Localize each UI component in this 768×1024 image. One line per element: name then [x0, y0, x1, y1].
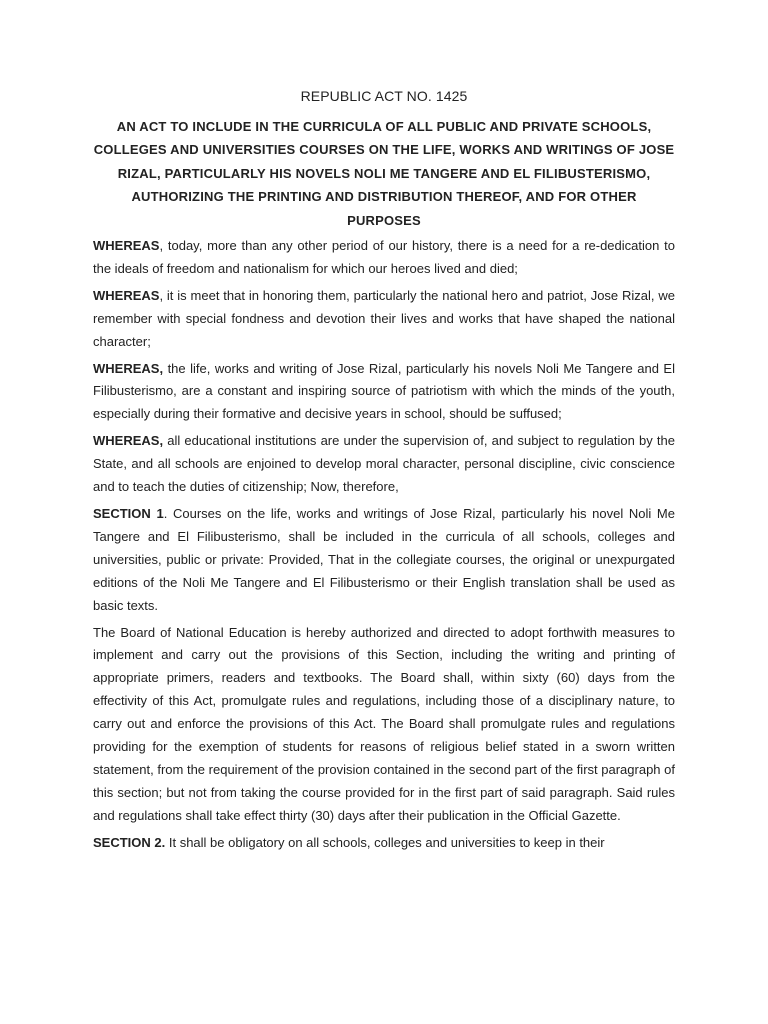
- paragraph-board-of-education: [93, 622, 675, 828]
- paragraph-section-2: [93, 832, 675, 855]
- paragraph-section-1: [93, 503, 675, 618]
- paragraph-whereas-2: [93, 285, 675, 354]
- act-subtitle: AN ACT TO INCLUDE IN THE CURRICULA OF ALL PUBLIC AND PRIVATE SCHOOLS, COLLEGES AND UNIVERSITIES COURSES ON THE LIFE, WORKS AND WRITINGS OF JOSE RIZAL, PARTICULARLY HIS NOVELS NOLI ME TANGERE AND EL FILIBUSTERISMO, AUTHORIZING THE PRINTING AND DISTRIBUTION THEREOF, AND FOR OTHER PURPOSES: [93, 119, 675, 228]
- paragraph-text: It shall be obligatory on all schools, colleges and universities to keep in their: [165, 834, 605, 850]
- document-page: [93, 83, 675, 859]
- paragraph-text: , today, more than any other period of our history, there is a need for a re-dedication to the ideals of freedom and nationalism for which our heroes lived and died;: [93, 238, 675, 276]
- paragraph-text: the life, works and writing of Jose Rizal, particularly his novels Noli Me Tangere and El Filibusterismo, are a constant and inspiring source of patriotism with which the minds of the youth, especially during their formative and decisive years in school, should be suffused;: [93, 360, 675, 422]
- act-title: REPUBLIC ACT NO. 1425: [300, 88, 468, 104]
- paragraph-lead: WHEREAS,: [93, 360, 164, 376]
- paragraph-text: . Courses on the life, works and writings of Jose Rizal, particularly his novel Noli Me Tangere and El Filibusterismo, shall be included in the curricula of all schools, colleges and universities, public or private: Provided, That in the collegiate courses, the original or unexpurgated editions of the Noli Me Tangere and El Filibusterismo or their English translation shall be used as basic texts.: [93, 506, 675, 613]
- paragraph-lead: SECTION 1: [93, 506, 164, 521]
- paragraph-text: The Board of National Education is hereby authorized and directed to adopt forthwith measures to implement and carry out the provisions of this Section, including the writing and printing of appropriate primers, readers and textbooks. The Board shall, within sixty (60) days from the effectivity of this Act, promulgate rules and regulations, including those of a disciplinary nature, to carry out and enforce the provisions of this Act. The Board shall promulgate rules and regulations providing for the exemption of students for reasons of religious belief stated in a sworn written statement, from the requirement of the provision contained in the second part of the first paragraph of this section; but not from taking the course provided for in the first part of said paragraph. Said rules and regulations shall take effect thirty (30) days after their publication in the Official Gazette.: [93, 624, 675, 823]
- paragraph-whereas-3: [93, 358, 675, 427]
- paragraph-lead: WHEREAS: [93, 238, 160, 254]
- paragraph-lead: WHEREAS,: [93, 433, 164, 449]
- paragraph-lead: SECTION 2.: [93, 834, 166, 850]
- paragraph-whereas-4: [93, 430, 675, 499]
- paragraph-text: , it is meet that in honoring them, particularly the national hero and patriot, Jose Rizal, we remember with special fondness and devotion their lives and works that have shaped the national character;: [93, 287, 675, 349]
- paragraph-whereas-1: [93, 235, 675, 281]
- paragraph-lead: WHEREAS: [93, 287, 160, 303]
- paragraph-text: all educational institutions are under the supervision of, and subject to regulation by the State, and all schools are enjoined to develop moral character, personal discipline, civic conscience and to teach the duties of citizenship; Now, therefore,: [93, 433, 675, 495]
